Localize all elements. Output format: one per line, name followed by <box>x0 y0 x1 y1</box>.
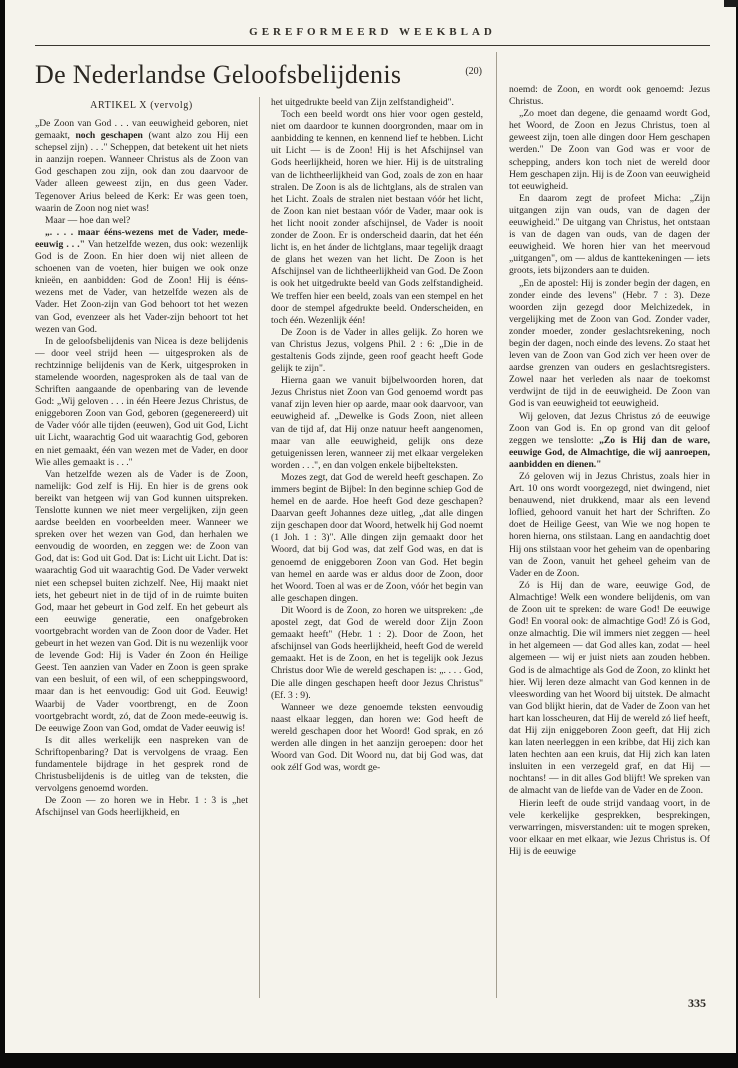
article-heading: ARTIKEL X (vervolg) <box>90 100 193 111</box>
page-inner <box>5 0 736 1027</box>
paragraph: Dit Woord is de Zoon, zo horen we uitspreken: „de apostel zegt, dat God de wereld door Zijn Zoon gemaakt heeft" (Hebr. 1 : 2). Door de Zoon, het afschijnsel van Gods heerlijkheid, heeft God de wereld gemaakt. Het is de Zoon, en het is tegelijk ook Jezus Christus door Wie de wereld geschapen is: „. . . . God, Die alle dingen geschapen heeft door Jezus Christus" (Ef. 3 : 9). <box>271 604 483 701</box>
paragraph: Is dit alles werkelijk een naspreken van de Schriftopenbaring? Dat is vervolgens de vraag. Een fundamentele bijdrage in het gesprek rond de Christusbelijdenis is de uitleg van de teksten, die vervolgens genoemd worden. <box>35 734 248 795</box>
paragraph: Zó geloven wij in Jezus Christus, zoals hier in Art. 10 ons wordt voorgezegd, niet dwingend, niet benauwend, niet drukkend, maar als een levend loflied, gehoord vanuit het hart der Schriften. Zo doet de Heilige Geest, van Wie we nog hopen te horen hierna, ons stilstaan. Lang en aandachtig doet Hij ons stilstaan voor het geheim van de openbaring van de Zoon, vanuit het geheel geheim van de Vader en de Zoon. <box>509 471 710 579</box>
column-1-body <box>35 118 248 819</box>
paragraph: „En de apostel: Hij is zonder begin der dagen, en zonder einde des levens" (Hebr. 7 : 3). Deze woorden zijn gezegd door Melchizedek, in vergelijking met de Zoon van God. Zonder vader, zonder moeder, zonder geslachtsrekening, noch begin der dagen, noch einde des levens. Zo staat het leven van de Zoon van God zich ver heen over de aardse grenzen van ouders en geslachtsregisters. Zowel naar het verleden als naar de toekomst verdwijnt de tijd in de eeuwigheid. De Zoon van God is van eeuwigheid tot eeuwigheid. <box>509 277 710 410</box>
text-column-1 <box>35 97 248 998</box>
masthead: GEREFORMEERD WEEKBLAD <box>249 26 496 38</box>
text-column-3 <box>496 52 710 998</box>
column-2-body <box>271 97 483 774</box>
paragraph: „De Zoon van God . . . van eeuwigheid geboren, niet gemaakt, noch geschapen (want alzo zou Hij een schepsel zijn) . . ." Scheppen, dat betekent uit het niets in aanzijn roepen. Wanneer Christus als de Zoon van God geschapen zou zijn, ook dan zou daarvoor de Vader alleen geweest zijn, en dus geen Vader. Tegenover Arius beleed de Kerk: Er was geen toen, waarin de Zoon nog niet was! <box>35 118 248 214</box>
paragraph: Mozes zegt, dat God de wereld heeft geschapen. Zo immers begint de Bijbel: In den beginne schiep God de hemel en de aarde. Hoe heeft God deze geschapen? Daarvan geeft Johannes deze uitleg, „dat alle dingen zijn geschapen door dat Woord, hetwelk hij God noemt (1 Joh. 1 : 3)". Alle dingen zijn gemaakt door het Woord, dat bij God was, dat zelf God was, en dat is genoemd de eniggeboren Zoon van God. Het begin van hemel en aarde was er aldus door de Zoon, door het Woord. Toen al was er de Zoon, vóór het begin van alle geschapen dingen. <box>271 471 483 604</box>
title-row <box>35 52 484 90</box>
paragraph: „. . . . maar ééns-wezens met de Vader, mede-eeuwig . . ." Van hetzelfde wezen, dus ook: wezenlijk God is de Zoon. En hier doen wij niet alleen de schoenen van de voeten, hier buigen we ook onze knieën, en aanbidden: God de Zoon! Hij is ééns-wezens met de Vader, van hetzelfde wezen als de Vader. Het Zoon-zijn van God behoort tot het wezen van God, evenzeer als het Vader-zijn behoort tot het wezen van God. <box>35 226 248 335</box>
paragraph: Toch een beeld wordt ons hier voor ogen gesteld, niet om daardoor te kunnen doorgronden, maar om in aanbidding te kennen, en kennend lief te hebben. Licht uit Licht — is de Zoon! Hij is het Afschijnsel van Gods heerlijkheid, horen we hier. Hij is de uitstraling van de lichtheerlijkheid van God, zoals de zon en haar stralen. De Zoon is als de lichtglans, als de stralen van het Licht. Zoals de stralen niet bestaan vóór het licht, de Zoon kan niet bestaan vóór de Vader, maar ook is het licht nooit zonder afschijnsel, de Vader is nooit zonder de Zoon. Er is onderscheid daarin, dat het één licht is, en het ánder de lichtglans, maar tegelijk draagt de glans het wezen van het licht. De Zoon is het Afschijnsel van de lichtheerlijkheid van God. De Zoon is ook het uitgedrukte beeld van Gods zelfstandigheid. We treffen hier een beeld, zoals van een stempel en het door de stempel afgedrukte beeld. Onderscheiden, en toch één. Wezenlijk één! <box>271 109 483 326</box>
paragraph: „Zo moet dan degene, die genaamd wordt God, het Woord, de Zoon en Jezus Christus, toen al geweest zijn, toen alle dingen door Hem geschapen werden." De Zoon van God was er voor de schepping, anders kon toch niet de wereld door Hem geschapen zijn. Hij is de Zoon van eeuwigheid tot eeuwigheid. <box>509 108 710 192</box>
paragraph: En daarom zegt de profeet Micha: „Zijn uitgangen zijn van ouds, van de dagen der eeuwigheid." De uitgang van Christus, het ontstaan is van de dagen van ouds, van de dagen der eeuwigheid. We horen hier van het meervoud „uitgangen", om — aldus de kanttekeningen — iets groots, iets bijzonders aan te duiden. <box>509 192 710 277</box>
article-number: (20) <box>465 66 482 77</box>
left-column-group <box>35 52 484 998</box>
paragraph: Zó is Hij dan de ware, eeuwige God, de Almachtige! Welk een wondere belijdenis, om van de Zoon uit te spreken: de ware God! De eeuwige God! En vooral ook: de almachtige God! Zó is God, onze almachtig. Die wil immers niet zeggen — heel in het algemeen — dat God alles kan, zodat — heel algemeen — wij er juist niets aan zouden hebben. God is de almachtige als God de Zoon, zo klinkt het hier. Wij leren deze almacht van God kennen in de vleeswording van het Woord bij uitstek. De almacht van God blijkt hierin, dat de Vader de Zoon van het hart kan losscheuren, dat Hij de wereld zó lief heeft, dat Hij zijn eniggeboren Zoon geeft, dat Hij zich kan laten neerleggen in een kribbe, dat Hij zich kan laten hechten aan een kruis, dat Hij zich kan laten insluiten in een verzegeld graf, en dat Hij — nochtans! — in dit alles God blijft! We spreken van de almacht van de liefde van de Vader en de Zoon. <box>509 579 710 797</box>
two-column-block <box>35 97 484 998</box>
paragraph: Wij geloven, dat Jezus Christus zó de eeuwige Zoon van God is. En op grond van dit geloof zeggen we tenslotte: „Zo is Hij dan de ware, eeuwige God, de Almachtige, die wij aanroepen, aanbidden en dienen." <box>509 410 710 470</box>
header-rule <box>35 45 710 46</box>
paragraph: In de geloofsbelijdenis van Nicea is deze belijdenis — door veel strijd heen — uitgesproken als de rechtzinnige belijdenis van de Kerk, uitgesproken in stamelende woorden, nagesproken als de taal van de Schriften aangaande de openbaring van de levende God: „Wij geloven . . . in één Heere Jezus Christus, de eniggeboren Zoon van God, geboren (gegenereerd) uit de Vader vóór alle tijden (eeuwen), God uit God, Licht uit Licht, waarachtig God uit waarachtig God, geboren en niet gemaakt, één van wezen met de Vader, en door Wie alles gemaakt is . . ." <box>35 335 248 468</box>
paragraph: Maar — hoe dan wel? <box>45 214 131 226</box>
article-title: De Nederlandse Geloofsbelijdenis <box>35 60 402 89</box>
page-content <box>35 52 710 998</box>
text-column-2 <box>259 97 483 998</box>
scan-edge-bottom <box>0 1053 738 1068</box>
paragraph: het uitgedrukte beeld van Zijn zelfstandigheid". <box>271 97 454 108</box>
scan-artifact <box>724 0 738 7</box>
paragraph: noemd: de Zoon, en wordt ook genoemd: Jezus Christus. <box>509 84 710 108</box>
paragraph: Hierin leeft de oude strijd vandaag voort, in de vele kerkelijke gesprekken, besprekingen, verwarringen, misverstanden: uit te mogen spreken, voor elkaar en met elkaar, wie Jezus Christus is. Of Hij is de eeuwige <box>509 797 710 857</box>
paragraph: De Zoon is de Vader in alles gelijk. Zo horen we van Christus Jezus, volgens Phil. 2 : 6: „Die in de gestaltenis Gods zijnde, geen roof geacht heeft Gode gelijk te zijn". <box>271 326 483 375</box>
paragraph: Wanneer we deze genoemde teksten eenvoudig naast elkaar leggen, dan horen we: God heeft de wereld geschapen door het Woord! God sprak, en zó werden alle dingen in het aanzijn geroepen: door het Woord van God. Dit Woord nu, dat bij God was, dat ook zélf God was, wordt ge- <box>271 701 483 774</box>
page-number: 335 <box>688 996 706 1010</box>
paragraph: De Zoon — zo horen we in Hebr. 1 : 3 is „het Afschijnsel van Gods heerlijkheid, en <box>35 795 248 819</box>
paragraph: Van hetzelfde wezen als de Vader is de Zoon, namelijk: God zelf is Hij. En hier is de grens ook bereikt van hetgeen wij van God kunnen uitspreken. Tenslotte kunnen we niet meer vergelijken, zijn geen aardse beelden en voorbeelden meer. Wanneer we spreken over het wezen van God, dan herhalen we eenvoudig de woorden, en zeggen we: de Zoon van God, dat is: God uit God. Dat is: Licht uit Licht. Dat is: waarachtig God uit waarachtig God. De Vader verwekt niet een schepsel buiten zichzelf. Nee, Hij maakt niet iets, het gebeurt niet in de tijd of in de ruimte buiten God, maar het gebeurt in God zelf. En het gebeurt als een eeuwige generatie, een onafgebroken voortgebracht worden van de Zoon door de Vader. Het gebeurt in het wezen van God. Dit is nu wezenlijk voor de levende God: Hij is Vader én Zoon én Heilige Geest. Ten aanzien van Vader en Zoon is geen sprake van een besluit, of een wil, of een scheppingswoord, maar dan is het eenvoudig: God uit God. Eeuwig! Waarbij de Vader voortbrengt, en de Zoon voortgebracht wordt, zó, dat de Zoon mede-eeuwig is. De eeuwige Zoon van God, omdat de Vader eeuwig is! <box>35 468 248 734</box>
column-3-body <box>509 84 710 858</box>
scanned-page <box>5 0 736 1053</box>
paragraph: Hierna gaan we vanuit bijbelwoorden horen, dat Jezus Christus niet Zoon van God genoemd wordt pas vanaf zijn leven hier op aarde, maar ook daarvoor, van eeuwigheid af. „Dewelke is Gods Zoon, niet alleen van de tijd af, dat Hij onze natuur heeft aangenomen, maar van alle eeuwigheid, gelijk ons deze getuigenissen leren, wanneer zij met elkaar vergeleken worden . . .", en dan volgen enkele bijbelteksten. <box>271 375 483 471</box>
scan-edge-left <box>0 0 5 1068</box>
